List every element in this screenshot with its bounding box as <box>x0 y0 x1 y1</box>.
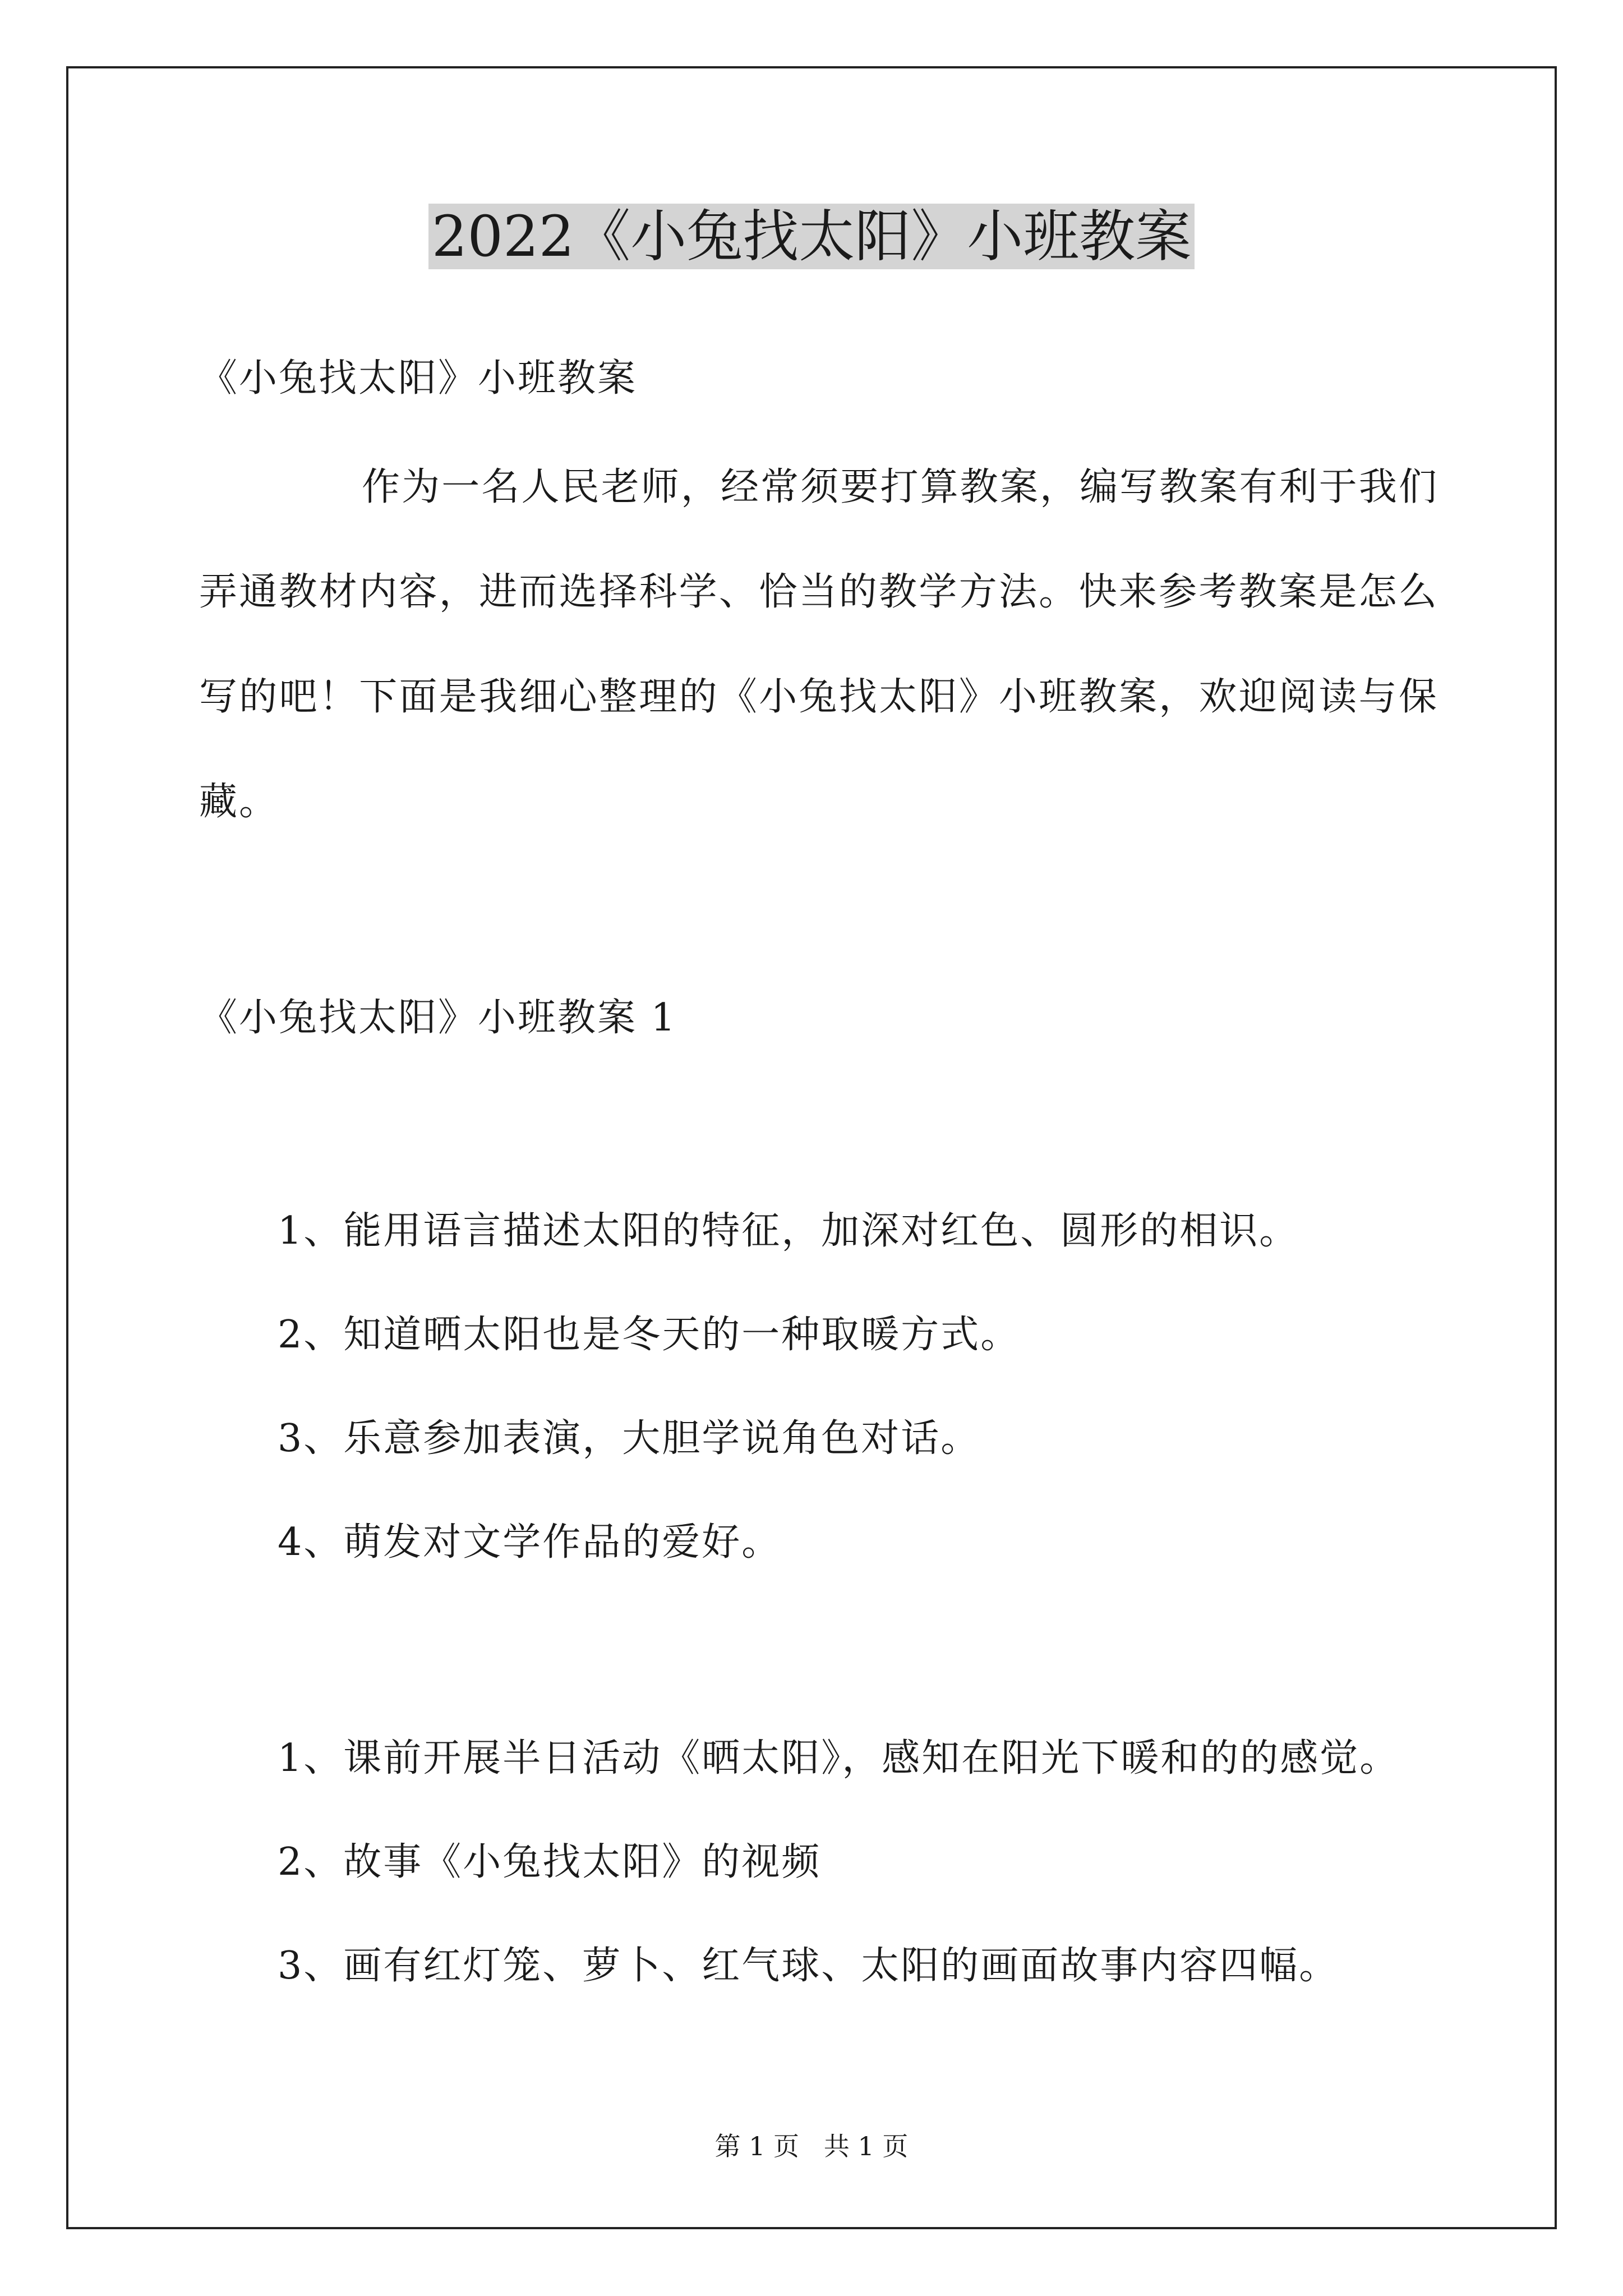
document-title <box>0 197 1623 276</box>
goal-item: 3、乐意参加表演，大胆学说角色对话。 <box>278 1416 981 1461</box>
document-subtitle: 《小兔找太阳》小班教案 <box>199 356 638 401</box>
preparation-item: 3、画有红灯笼、萝卜、红气球、太阳的画面故事内容四幅。 <box>278 1944 1339 1988</box>
intro-paragraph: 作为一名人民老师，经常须要打算教案，编写教案有利于我们弄通教材内容，进而选择科学、恰当的教学方法。快来参考教案是怎么写的吧！下面是我细心整理的《小兔找太阳》小班教案，欢迎阅读与保藏。 <box>199 465 1438 824</box>
goal-item: 1、能用语言描述太阳的特征，加深对红色、圆形的相识。 <box>278 1209 1299 1253</box>
section-heading: 《小兔找太阳》小班教案 1 <box>199 996 677 1040</box>
preparation-item: 2、故事《小兔找太阳》的视频 <box>278 1840 822 1884</box>
preparation-item: 1、课前开展半日活动《晒太阳》，感知在阳光下暖和的的感觉。 <box>278 1736 1400 1780</box>
page-footer: 第 1 页 共 1 页 <box>714 2131 909 2161</box>
goal-item: 2、知道晒太阳也是冬天的一种取暖方式。 <box>278 1313 1021 1357</box>
document-title-text: 2022《小兔找太阳》小班教案 <box>428 204 1195 269</box>
goal-item: 4、萌发对文学作品的爱好。 <box>278 1520 782 1565</box>
